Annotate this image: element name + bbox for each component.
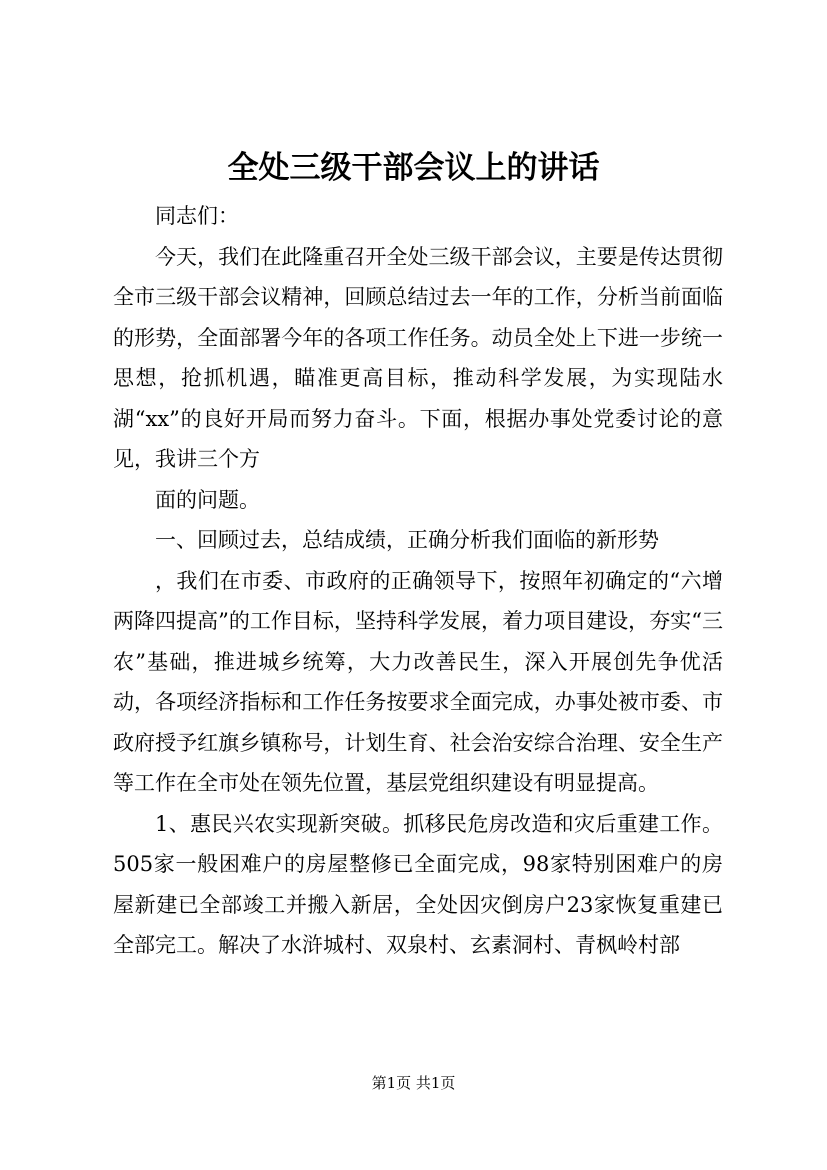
section-heading-1: 一、回顾过去，总结成绩，正确分析我们面临的新形势 — [155, 528, 659, 552]
salutation-paragraph: 同志们： — [155, 204, 239, 228]
document-body — [113, 196, 723, 966]
section-1-paragraph: ，我们在市委、市政府的正确领导下，按照年初确定的“六增两降四提高”的工作目标，坚持科学发展，着力项目建设，夯实“三农”基础，推进城乡统筹，大力改善民生，深入开展创先争优活动，各项经济指标和工作任务按要求全面完成，办事处被市委、市政府授予红旗乡镇称号，计划生育、社会治安综合治理、安全生产等工作在全市处在领先位置，基层党组织建设有明显提高。 — [113, 568, 723, 795]
opening-paragraph-continuation: 面的问题。 — [155, 487, 260, 512]
subsection-1-paragraph: 1、惠民兴农实现新突破。抓移民危房改造和灾后重建工作。505家一般困难户的房屋整修已全面完成，98家特别困难户的房屋新建已全部竣工并搬入新居，全处因灾倒房户23家恢复重建已全部完工。解决了水浒城村、双泉村、玄素洞村、青枫岭村部 — [113, 811, 723, 957]
document-title: 全处三级干部会议上的讲话 — [227, 150, 600, 186]
page-number-footer: 第1页 共1页 — [371, 1074, 456, 1092]
opening-paragraph: 今天，我们在此隆重召开全处三级干部会议，主要是传达贯彻全市三级干部会议精神，回顾总结过去一年的工作，分析当前面临的形势，全面部署今年的各项工作任务。动员全处上下进一步统一思想，抢抓机遇，瞄准更高目标，推动科学发展，为实现陆水湖“xx”的良好开局而努力奋斗。下面，根据办事处党委讨论的意见，我讲三个方 — [113, 244, 723, 471]
